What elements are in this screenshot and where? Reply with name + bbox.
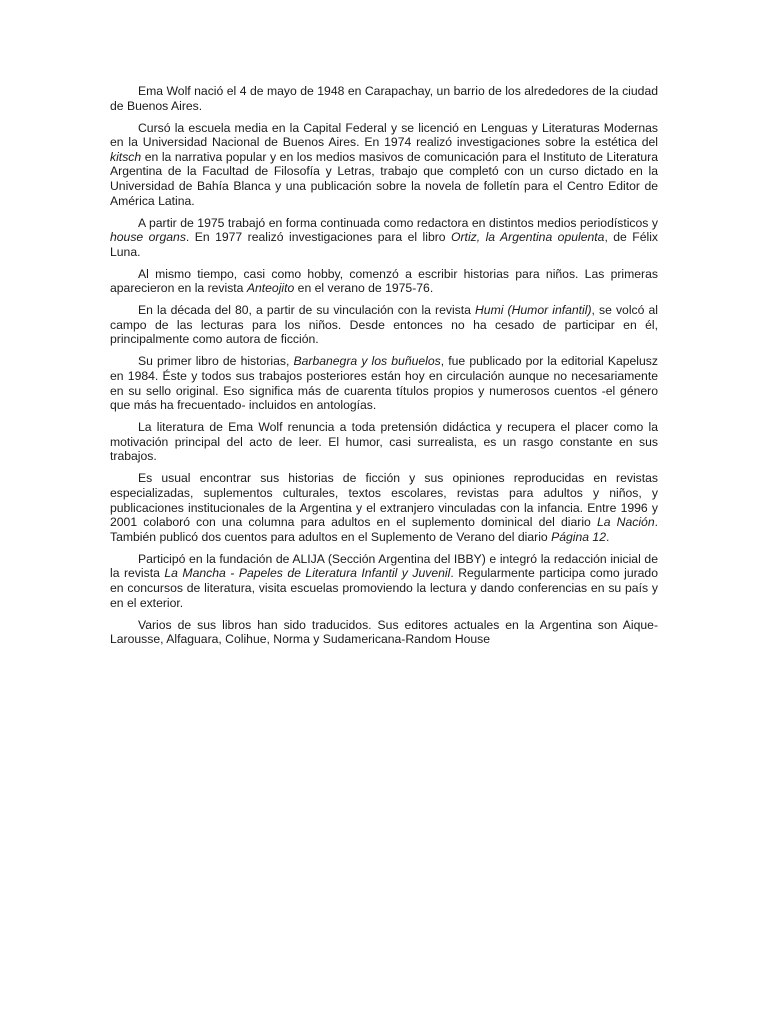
italic-text: Humi (Humor infantil) (475, 303, 592, 318)
paragraph-eighties (110, 303, 658, 347)
italic-text: La Nación (596, 515, 655, 530)
document-page (110, 84, 658, 654)
body-text: Varios de sus libros han sido traducidos. Sus editores actuales en la Argentina son Aique-Larousse, Alfaguara, Colihue, Norma y Sudamericana-Random House (110, 617, 658, 647)
italic-text: Barbanegra y los buñuelos (293, 354, 441, 369)
body-text: La literatura de Ema Wolf renuncia a toda pretensión didáctica y recupera el placer como la motivación principal del acto de leer. El humor, casi surrealista, es un rasgo constante en sus trabajos. (110, 420, 658, 464)
body-text: , de Félix Luna. (110, 230, 658, 259)
italic-text: Ortiz, la Argentina opulenta (451, 230, 605, 245)
body-text: Su primer libro de historias, (138, 354, 294, 369)
body-text: A partir de 1975 trabajó en forma continuada como redactora en distintos medios periodísticos y (138, 215, 658, 230)
body-text: Ema Wolf nació el 4 de mayo de 1948 en Carapachay, un barrio de los alrededores de la ciudad de Buenos Aires. (110, 84, 658, 113)
paragraph-publications (110, 471, 658, 544)
body-text: en la narrativa popular y en los medios masivos de comunicación para el Instituto de Literatura Argentina de la Facultad de Filosofía y Letras, trabajo que completó con un curso dictado en la Universidad de Bahía Blanca y una publicación sobre la novela de folletín para el Centro Editor de América Latina. (110, 149, 658, 208)
paragraph-birth (110, 84, 658, 113)
body-text: . (605, 529, 610, 544)
body-text: En la década del 80, a partir de su vinculación con la revista (138, 303, 475, 318)
italic-text: Página 12 (551, 529, 606, 544)
paragraph-first-book (110, 354, 658, 412)
body-text: . Regularmente participa como jurado en concursos de literatura, visita escuelas promoviendo la lectura y dando conferencias en su país y en el exterior. (110, 566, 658, 610)
body-text: Es usual encontrar sus historias de ficción y sus opiniones reproducidas en revistas especializadas, suplementos culturales, textos escolares, revistas para adultos y niños, y publicaciones institucionales de la Argentina y el extranjero vinculadas con la infancia. Entre 1996 y 2001 colaboró con una columna para adultos en el suplemento dominical del diario (110, 471, 658, 530)
paragraph-translations (110, 618, 658, 647)
italic-text: kitsch (110, 149, 142, 164)
body-text: Al mismo tiempo, casi como hobby, comenzó a escribir historias para niños. Las primeras aparecieron en la revista (110, 266, 658, 296)
italic-text: Anteojito (246, 281, 295, 296)
paragraph-education (110, 121, 658, 209)
italic-text: La Mancha - Papeles de Literatura Infantil y Juvenil (164, 566, 451, 581)
body-text: en el verano de 1975-76. (294, 281, 434, 296)
body-text: Participó en la fundación de ALIJA (Sección Argentina del IBBY) e integró la redacción inicial de la revista (110, 551, 658, 581)
paragraph-literary-style (110, 420, 658, 464)
body-text: , fue publicado por la editorial Kapelusz en 1984. Éste y todos sus trabajos posteriores están hoy en circulación aunque no necesariamente en su sello original. Eso significa más de cuarenta títulos propios y numerosos cuentos -el género que más ha frecuentado- incluidos en antologías. (110, 354, 658, 413)
paragraph-first-stories (110, 267, 658, 296)
italic-text: house organs (110, 230, 186, 245)
body-text: . En 1977 realizó investigaciones para el libro (185, 230, 452, 245)
body-text: , se volcó al campo de las lecturas para los niños. Desde entonces no ha cesado de participar en él, principalmente como autora de ficción. (110, 303, 658, 347)
paragraph-alija (110, 552, 658, 610)
paragraph-journalism (110, 216, 658, 260)
body-text: Cursó la escuela media en la Capital Federal y se licenció en Lenguas y Literaturas Modernas en la Universidad Nacional de Buenos Aires. En 1974 realizó investigaciones sobre la estética del (110, 120, 658, 150)
body-text: . También publicó dos cuentos para adultos en el Suplemento de Verano del diario (110, 515, 658, 544)
